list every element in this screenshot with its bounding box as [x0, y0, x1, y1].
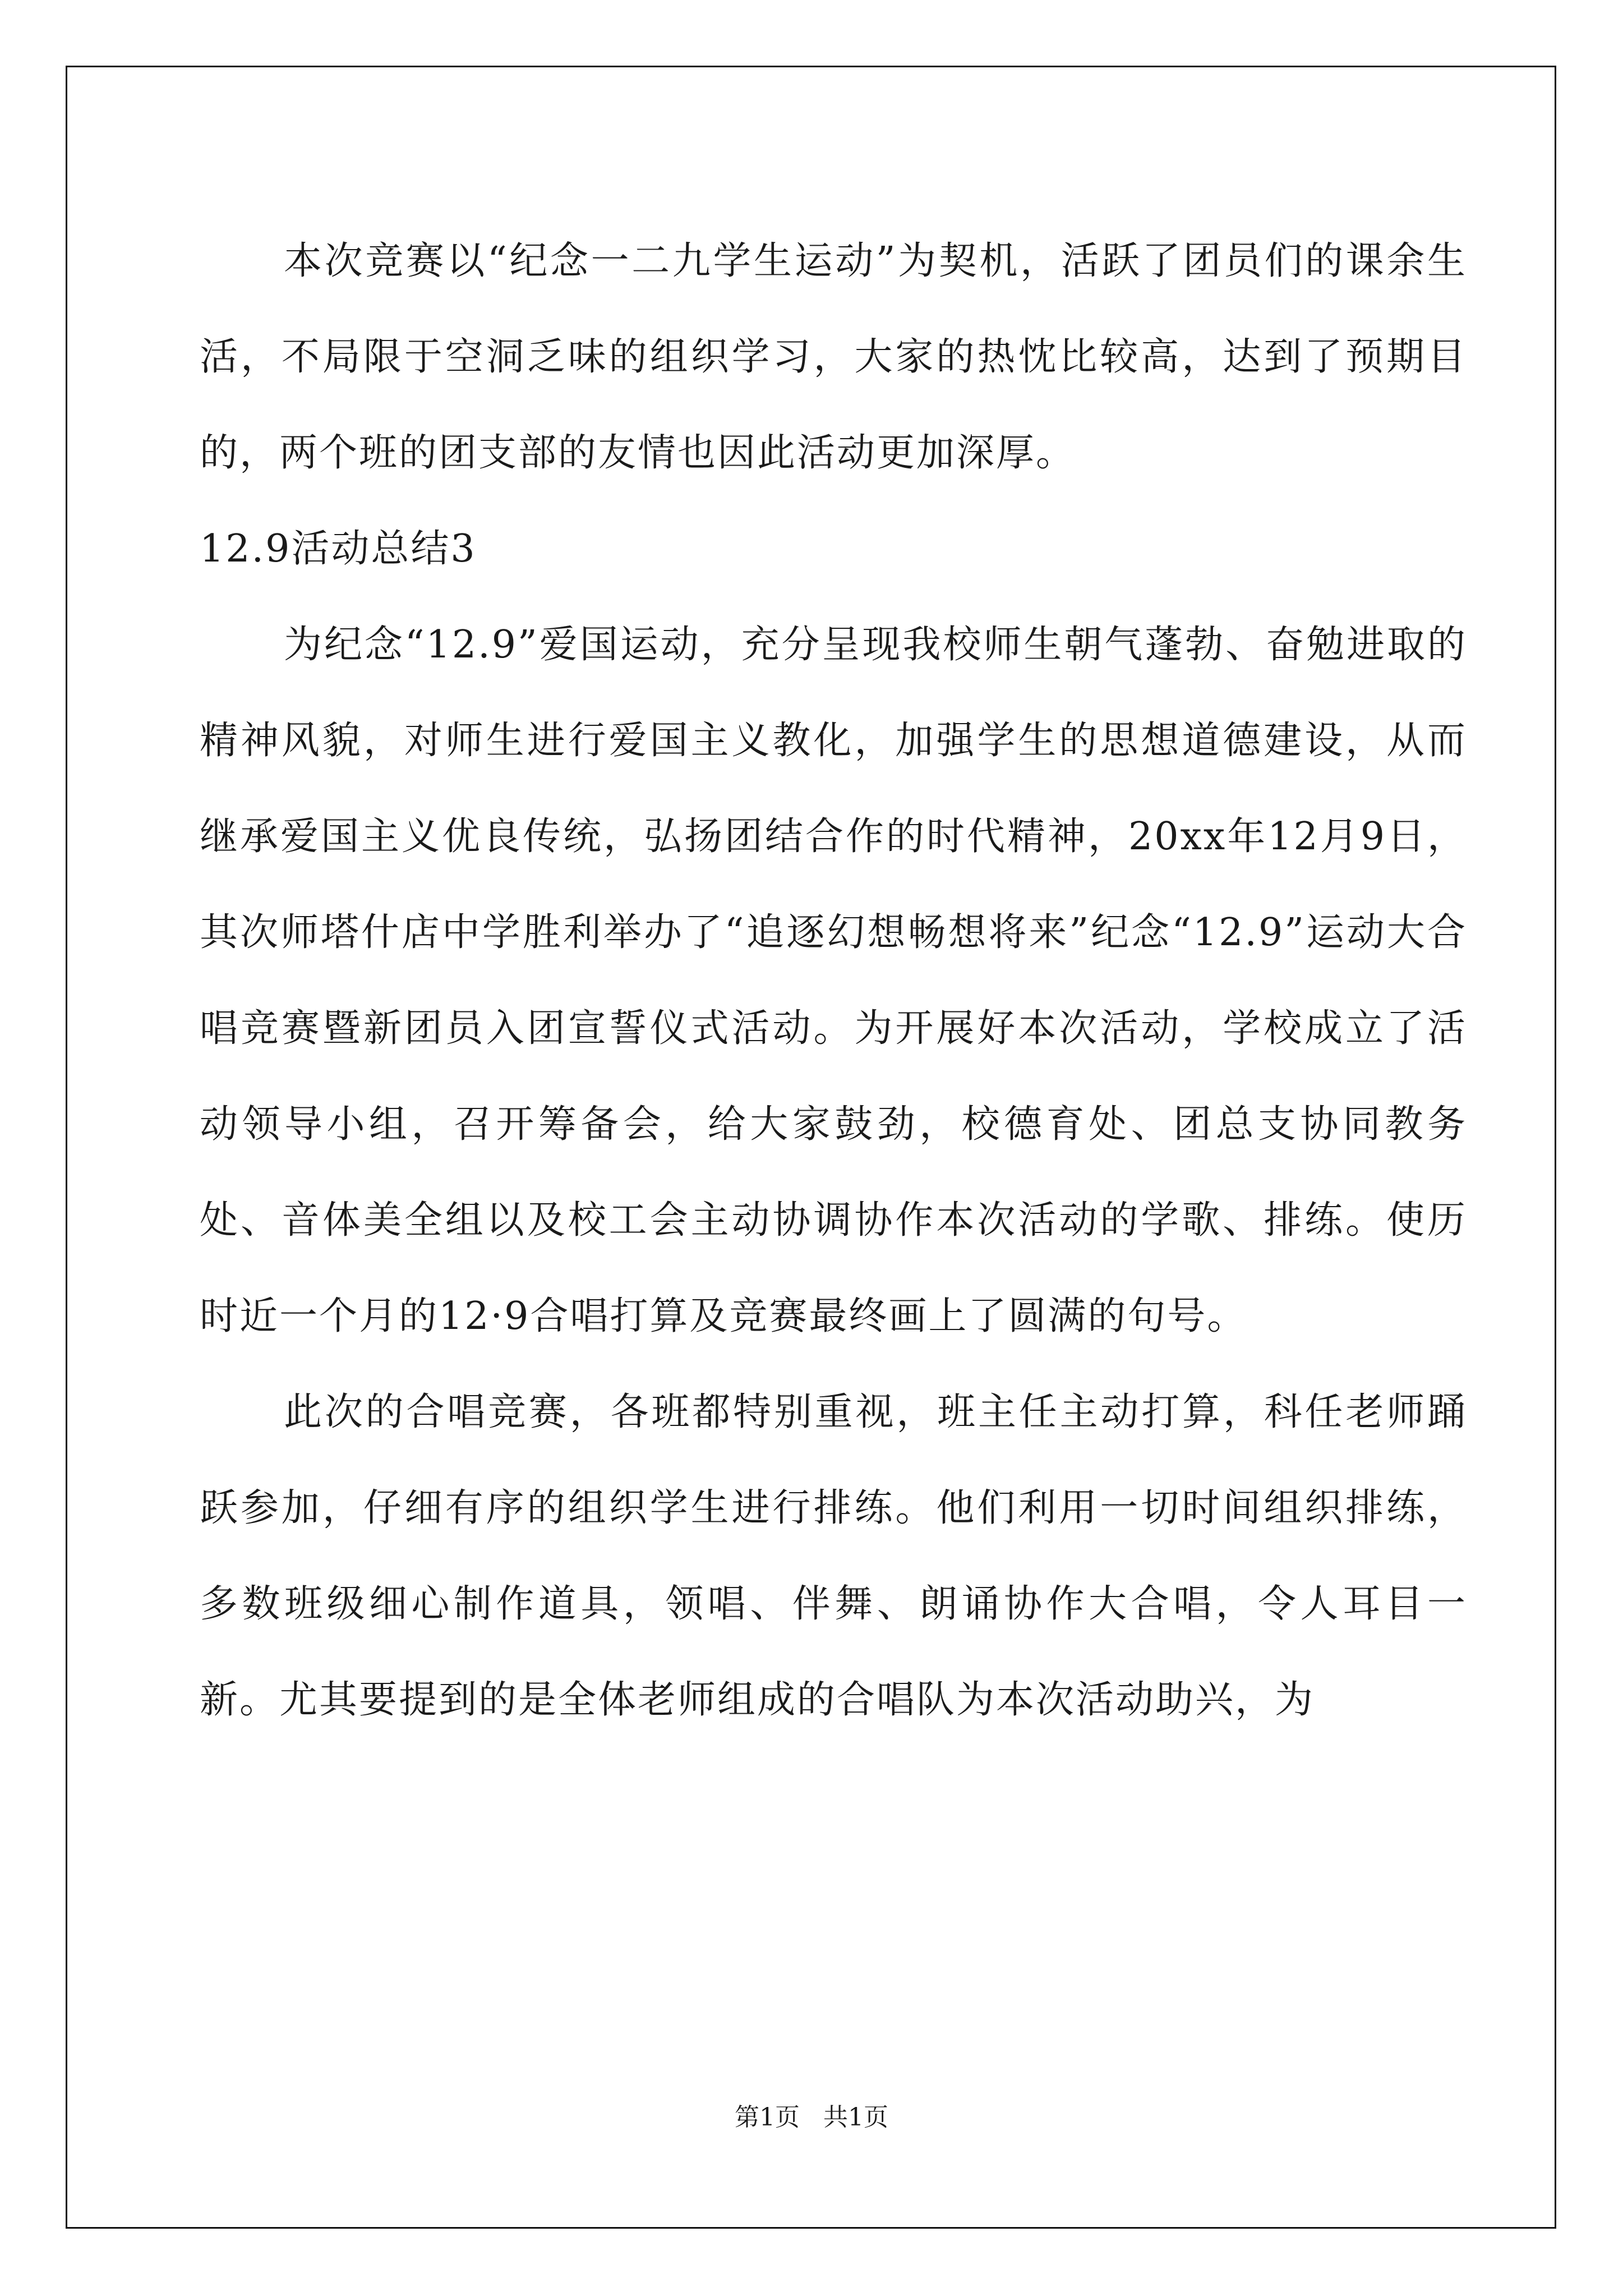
document-body	[200, 213, 1467, 1748]
section-heading: 12.9活动总结3	[200, 527, 477, 571]
paragraph-intro-summary: 本次竞赛以“纪念一二九学生运动”为契机，活跃了团员们的课余生活，不局限于空洞乏味的组织学习，大家的热忱比较高，达到了预期目的，两个班的团支部的友情也因此活动更加深厚。	[200, 239, 1467, 475]
paragraph-choir-competition: 此次的合唱竞赛，各班都特别重视，班主任主动打算，科任老师踊跃参加，仔细有序的组织学生进行排练。他们利用一切时间组织排练，多数班级细心制作道具，领唱、伴舞、朗诵协作大合唱，令人耳目一新。尤其要提到的是全体老师组成的合唱队为本次活动助兴，为	[200, 1390, 1467, 1722]
page-footer: 第1页 共1页	[735, 2103, 888, 2132]
paragraph-event-description: 为纪念“12.9”爱国运动，充分呈现我校师生朝气蓬勃、奋勉进取的精神风貌，对师生进行爱国主义教化，加强学生的思想道德建设，从而继承爱国主义优良传统，弘扬团结合作的时代精神，20xx年12月9日，其次师塔什店中学胜利举办了“追逐幻想畅想将来”纪念“12.9”运动大合唱竞赛暨新团员入团宣誓仪式活动。为开展好本次活动，学校成立了活动领导小组，召开筹备会，给大家鼓劲，校德育处、团总支协同教务处、音体美全组以及校工会主动协调协作本次活动的学歌、排练。使历时近一个月的12·9合唱打算及竞赛最终画上了圆满的句号。	[200, 623, 1467, 1338]
